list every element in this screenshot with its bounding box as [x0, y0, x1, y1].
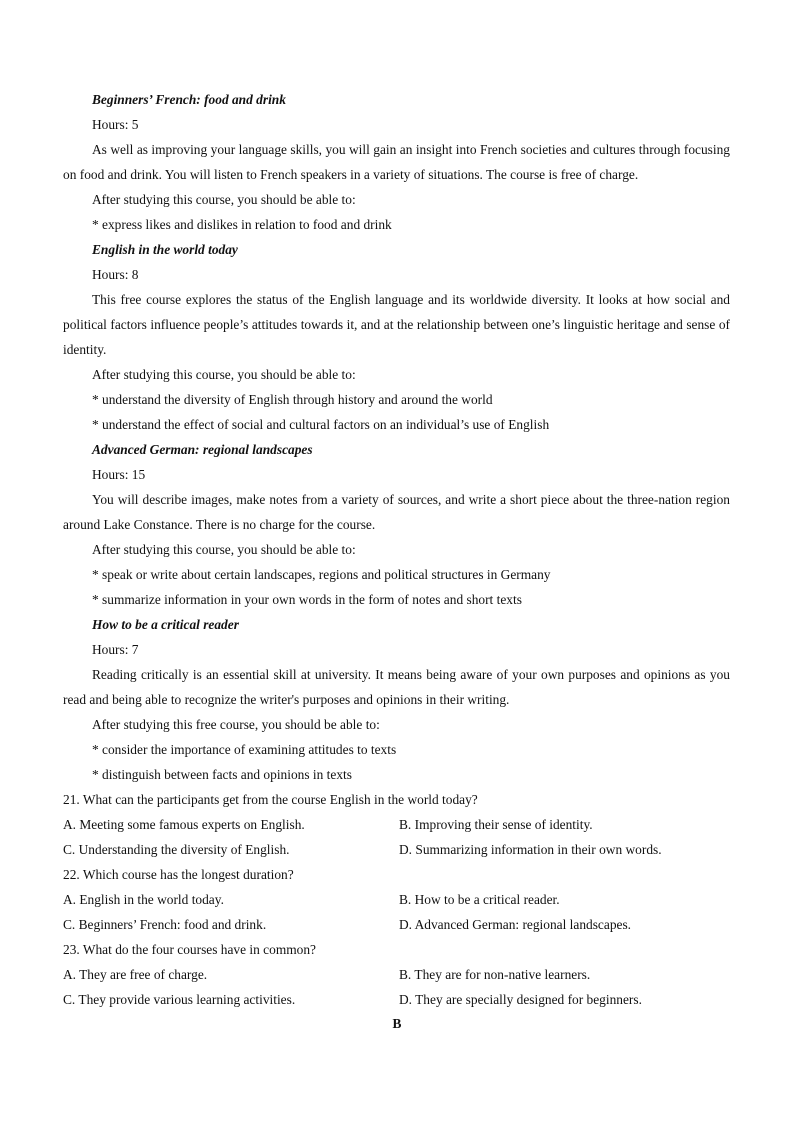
option-b: B. How to be a critical reader. [399, 892, 560, 907]
course-outcomes-intro: After studying this course, you should be able to: [92, 542, 356, 557]
course-title: Advanced German: regional landscapes [92, 442, 313, 457]
option-b: B. Improving their sense of identity. [399, 817, 593, 832]
course-outcome: * consider the importance of examining attitudes to texts [92, 742, 397, 757]
course-outcome: * understand the diversity of English through history and around the world [92, 392, 493, 407]
course-description: This free course explores the status of the English language and its worldwide diversity. It looks at how social and political factors influence people’s attitudes towards it, and at the relationship between one’s linguistic heritage and sense of identity. [63, 292, 730, 357]
option-d: D. They are specially designed for beginners. [399, 992, 642, 1007]
course-title: Beginners’ French: food and drink [92, 92, 286, 107]
option-c: C. They provide various learning activities. [63, 992, 296, 1007]
section-heading: B [392, 1016, 402, 1031]
option-a: A. They are free of charge. [63, 967, 208, 982]
question-stem: 23. What do the four courses have in common? [63, 942, 316, 957]
option-a: A. English in the world today. [63, 892, 224, 907]
course-french [63, 87, 730, 237]
question-22 [63, 862, 730, 937]
course-outcomes-intro: After studying this course, you should be able to: [92, 367, 356, 382]
course-german [63, 437, 730, 612]
course-outcomes-intro: After studying this course, you should be able to: [92, 192, 356, 207]
course-outcome: * express likes and dislikes in relation to food and drink [92, 217, 392, 232]
course-description: You will describe images, make notes from a variety of sources, and write a short piece about the three-nation region around Lake Constance. There is no charge for the course. [63, 492, 730, 532]
document-page [63, 87, 730, 1012]
option-d: D. Advanced German: regional landscapes. [399, 917, 632, 932]
course-outcome: * understand the effect of social and cultural factors on an individual’s use of English [92, 417, 550, 432]
course-description: Reading critically is an essential skill at university. It means being aware of your own purposes and opinions as you read and being able to recognize the writer's purposes and opinions in their writing. [63, 667, 730, 707]
course-hours: Hours: 8 [92, 267, 139, 282]
option-b: B. They are for non-native learners. [399, 967, 591, 982]
question-21 [63, 787, 730, 862]
course-hours: Hours: 5 [92, 117, 139, 132]
question-stem: 22. Which course has the longest duration? [63, 867, 294, 882]
course-outcomes-intro: After studying this free course, you should be able to: [92, 717, 380, 732]
course-description: As well as improving your language skills, you will gain an insight into French societies and cultures through focusing on food and drink. You will listen to French speakers in a variety of situations. The course is free of charge. [63, 142, 730, 182]
question-stem: 21. What can the participants get from the course English in the world today? [63, 792, 478, 807]
option-a: A. Meeting some famous experts on English. [63, 817, 305, 832]
option-c: C. Beginners’ French: food and drink. [63, 917, 267, 932]
course-english [63, 237, 730, 437]
course-title: How to be a critical reader [92, 617, 239, 632]
option-d: D. Summarizing information in their own words. [399, 842, 662, 857]
course-hours: Hours: 15 [92, 467, 146, 482]
course-critical-reader [63, 612, 730, 787]
course-hours: Hours: 7 [92, 642, 139, 657]
course-outcome: * speak or write about certain landscapes, regions and political structures in Germany [92, 567, 551, 582]
option-c: C. Understanding the diversity of English. [63, 842, 290, 857]
course-title: English in the world today [92, 242, 238, 257]
question-23 [63, 937, 730, 1012]
course-outcome: * summarize information in your own words in the form of notes and short texts [92, 592, 522, 607]
course-outcome: * distinguish between facts and opinions in texts [92, 767, 352, 782]
